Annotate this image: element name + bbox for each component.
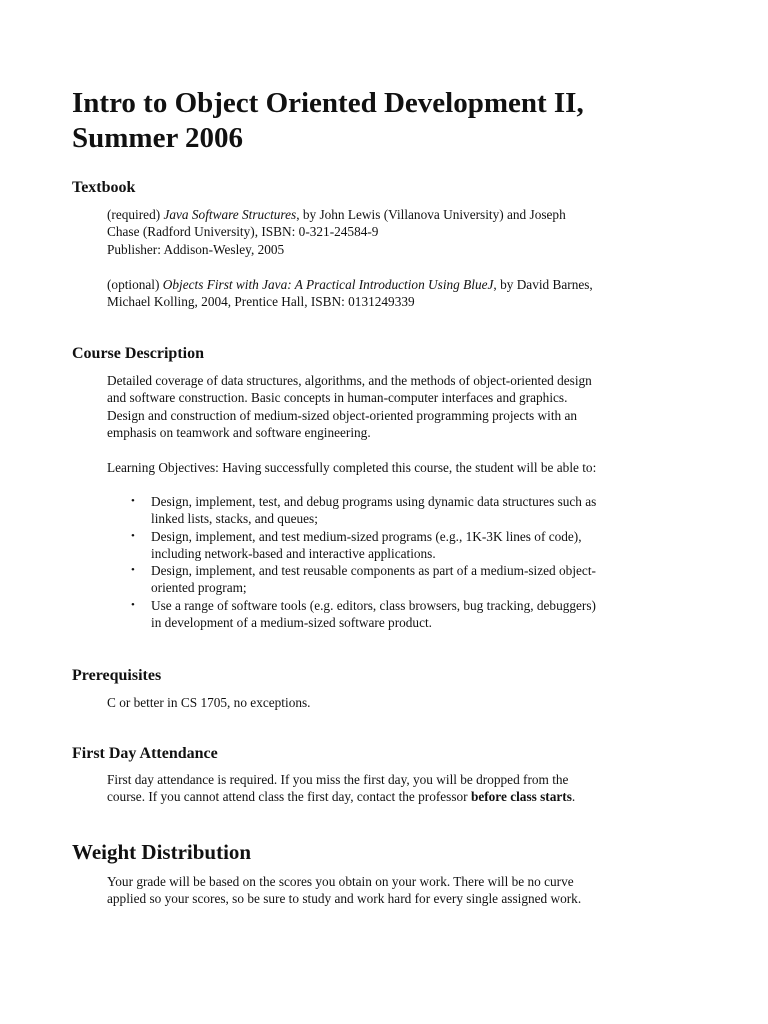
bullet-icon: • — [131, 529, 135, 542]
weight-distribution-text — [107, 873, 682, 908]
weight-distribution-heading: Weight Distribution — [72, 840, 252, 864]
list-item — [107, 597, 682, 632]
weight-line2: applied so your scores, so be sure to study and work hard for every single assigned work. — [107, 891, 582, 907]
document-title — [72, 86, 712, 156]
learning-objectives-intro: Learning Objectives: Having successfully completed this course, the student will be able to: — [107, 460, 597, 475]
course-description-text — [107, 372, 682, 441]
description-line: Detailed coverage of data structures, algorithms, and the methods of object-oriented design — [107, 373, 592, 388]
first-day-line2-start: course. If you cannot attend class the first day, contact the professor — [107, 789, 471, 805]
optional-prefix: (optional) — [107, 277, 163, 292]
weight-line1: Your grade will be based on the scores you obtain on your work. There will be no curve — [107, 874, 574, 889]
bullet-icon: • — [131, 598, 135, 611]
objective-line: Design, implement, test, and debug programs using dynamic data structures such as — [151, 494, 597, 509]
objective-line: oriented program; — [151, 580, 247, 596]
textbook-heading: Textbook — [72, 179, 136, 196]
objective-line: Design, implement, and test reusable components as part of a medium-sized object- — [151, 563, 596, 579]
objective-line: Use a range of software tools (e.g. editors, class browsers, bug tracking, debuggers) — [151, 597, 596, 613]
optional-line2: Michael Kolling, 2004, Prentice Hall, ISBN: 0131249339 — [107, 294, 415, 310]
required-line1-rest: , by John Lewis (Villanova University) and Joseph — [296, 207, 566, 222]
first-day-line2-end: . — [571, 789, 576, 805]
first-day-text — [107, 771, 682, 806]
optional-line1-rest: , by David Barnes, — [493, 277, 593, 292]
description-line: emphasis on teamwork and software engineering. — [107, 424, 371, 440]
required-line2: Chase (Radford University), ISBN: 0-321-24584-9 — [107, 224, 379, 240]
objective-line: Design, implement, and test medium-sized programs (e.g., 1K-3K lines of code), — [151, 528, 582, 544]
objective-line: including network-based and interactive applications. — [151, 545, 436, 561]
optional-textbook — [107, 276, 682, 311]
title-line-1: Intro to Object Oriented Development II, — [72, 87, 584, 119]
list-item — [107, 562, 682, 597]
title-line-2: Summer 2006 — [72, 122, 244, 154]
objective-line: in development of a medium-sized software product. — [151, 615, 432, 631]
required-book-title: Java Software Structures — [163, 207, 297, 222]
objective-line: linked lists, stacks, and queues; — [151, 511, 318, 527]
required-prefix: (required) — [107, 207, 164, 222]
course-description-heading: Course Description — [72, 345, 204, 362]
optional-book-title: Objects First with Java: A Practical Introduction Using BlueJ — [162, 277, 494, 292]
prerequisites-heading: Prerequisites — [72, 667, 162, 684]
required-publisher: Publisher: Addison-Wesley, 2005 — [107, 241, 285, 257]
first-day-line1: First day attendance is required. If you miss the first day, you will be dropped from the — [107, 772, 569, 787]
description-line: and software construction. Basic concepts in human-computer interfaces and graphics. — [107, 390, 568, 406]
first-day-heading: First Day Attendance — [72, 745, 218, 762]
list-item — [107, 528, 682, 563]
description-line: Design and construction of medium-sized object-oriented programming projects with an — [107, 407, 578, 423]
required-textbook — [107, 206, 682, 258]
list-item — [107, 493, 682, 528]
bullet-icon: • — [131, 564, 135, 577]
first-day-emphasis: before class starts — [470, 789, 572, 805]
prerequisites-text: C or better in CS 1705, no exceptions. — [107, 695, 311, 710]
bullet-icon: • — [131, 495, 135, 507]
learning-objectives-list — [107, 493, 682, 631]
